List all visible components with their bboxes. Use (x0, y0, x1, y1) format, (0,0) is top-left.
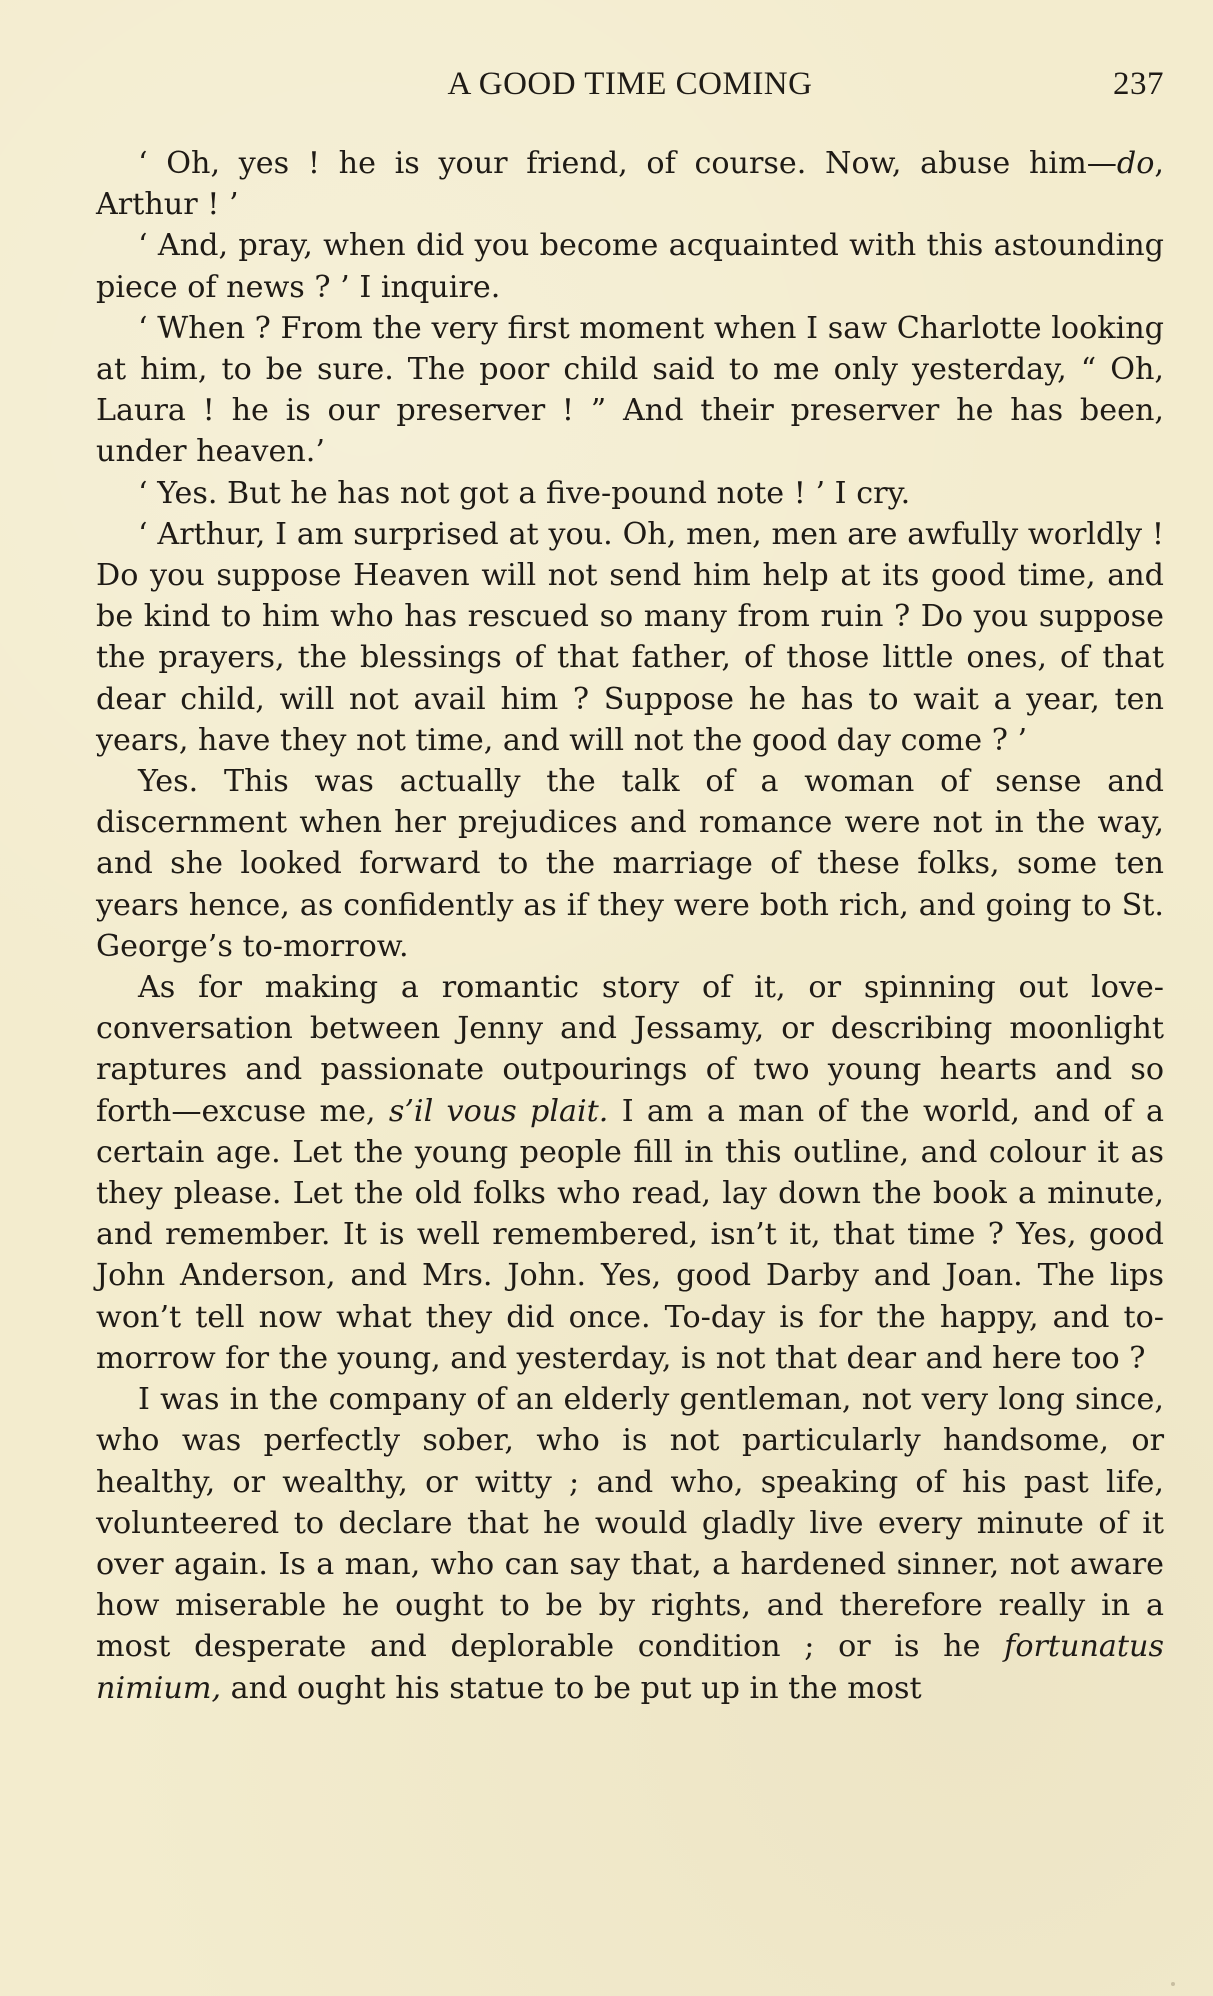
text-run: ‘ Arthur, I am surprised at you. Oh, men, men are awfully worldly ! Do you suppose Heaven will not send him help at its good time, and be kind to him who has rescued so many from ruin ? Do you suppose the prayers, the blessings of that father, of those little ones, of that dear child, will not avail him ? Suppose he has to wait a year, ten years, have they not time, and will not the good day come ? ’ (96, 516, 1164, 758)
page-header (96, 64, 1164, 104)
italic-text-run: fortunatus nimium, (96, 1629, 1164, 1706)
paragraph (96, 143, 1164, 225)
text-run: and ought his statue to be put up in the most (221, 1670, 922, 1706)
text-run: ‘ And, pray, when did you become acquainted with this astounding piece of news ? ’ I inquire. (96, 228, 1164, 305)
paragraph (96, 473, 1164, 514)
page-number: 237 (1113, 66, 1164, 102)
italic-text-run: do (1116, 146, 1155, 181)
paragraph (96, 761, 1164, 967)
text-run: ‘ When ? From the very first moment when I saw Charlotte looking at him, to be sure. The poor child said to me only yesterday, “ Oh, Laura ! he is our preserver ! ” And their preserver he has been, under heaven.’ (96, 310, 1164, 470)
text-run: ‘ Oh, yes ! he is your friend, of course. Now, abuse him— (138, 146, 1117, 181)
paragraph (96, 967, 1164, 1379)
text-run: Yes. This was actually the talk of a woman of sense and discernment when her prejudices and romance were not in the way, and she looked forward to the marriage of these folks, some ten years hence, as confidently as if they were both rich, and going to St. George’s to-morrow. (96, 764, 1164, 964)
body-text (96, 143, 1164, 1709)
paper-speck (1171, 1982, 1175, 1986)
text-run: I am a man of the world, and of a certain age. Let the young people fill in this outline, and colour it as they please. Let the old folks who read, lay down the book a minute, and remember. It is well remembered, isn’t it, that time ? Yes, good John Anderson, and Mrs. John. Yes, good Darby and Joan. The lips won’t tell now what they did once. To-day is for the happy, and to-morrow for the young, and yesterday, is not that dear and here too ? (96, 1093, 1165, 1376)
text-run: ‘ Yes. But he has not got a five-pound note ! ’ I cry. (138, 475, 911, 511)
text-run: , Arthur ! ’ (96, 146, 1164, 223)
running-title: A GOOD TIME COMING (447, 66, 813, 102)
paragraph (96, 225, 1164, 307)
italic-text-run: s’il vous plait. (388, 1093, 609, 1129)
text-run: As for making a romantic story of it, or spinning out love-conversation between Jenny and Jessamy, or describing moonlight raptures and passionate outpourings of two young hearts and so forth—excuse me, (96, 970, 1164, 1129)
paragraph (96, 308, 1164, 473)
paragraph (96, 1379, 1164, 1709)
text-run: I was in the company of an elderly gentleman, not very long since, who was perfectly sober, who is not particularly handsome, or healthy, or wealthy, or witty ; and who, speaking of his past life, volunteered to declare that he would gladly live every minute of it over again. Is a man, who can say that, a hardened sinner, not aware how miserable he ought to be by rights, and therefore really in a most desperate and deplorable condition ; or is he (96, 1382, 1164, 1665)
paragraph (96, 514, 1164, 761)
